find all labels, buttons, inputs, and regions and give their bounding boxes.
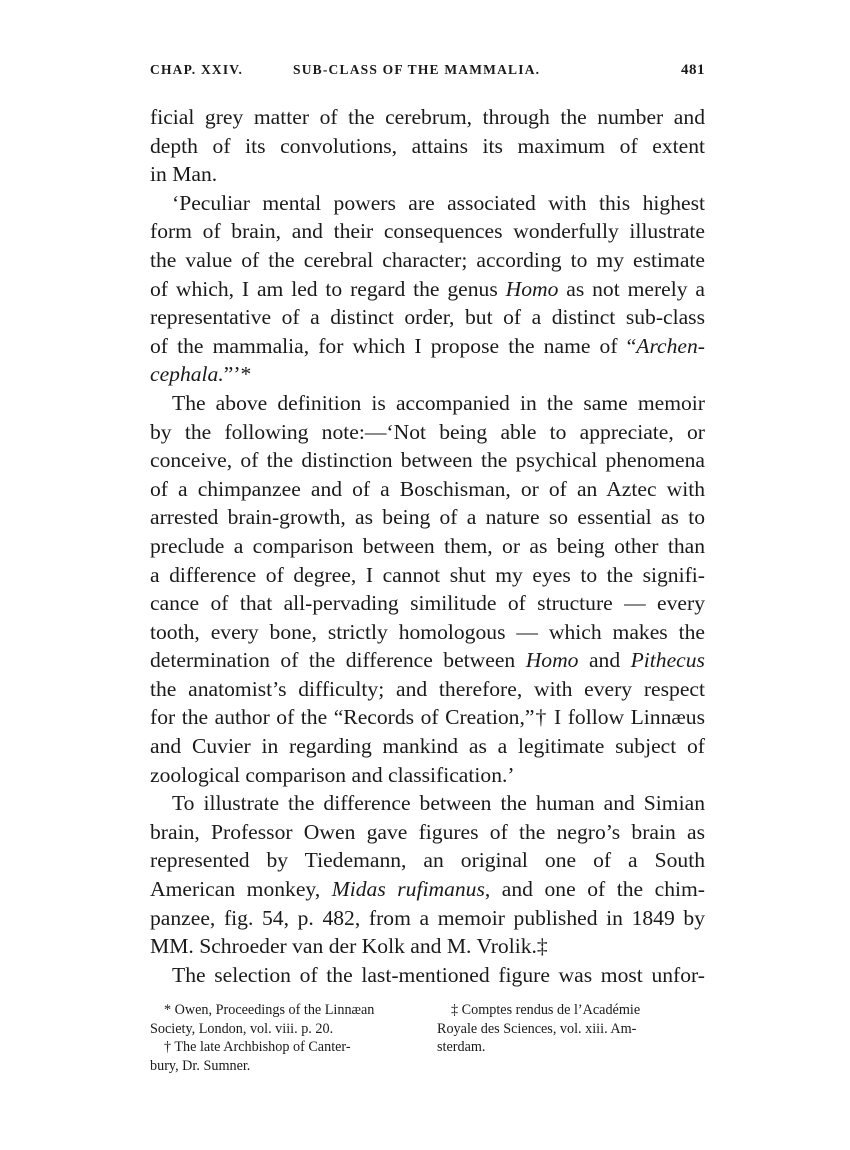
text-fragment: as not merely a bbox=[566, 276, 705, 301]
footnote-text: Royale des Sciences, vol. xiii. Am- bbox=[437, 1020, 637, 1037]
footnote-column-left bbox=[150, 1001, 422, 1075]
text-line: MM. Schroeder van der Kolk and M. Vrolik.‡ bbox=[150, 934, 548, 959]
text-line bbox=[150, 360, 705, 389]
text-line: cance of that all-pervading similitude of structure — every bbox=[150, 591, 705, 616]
text-fragment: determination of the difference between bbox=[150, 648, 516, 673]
text-line: representative of a distinct order, but of a distinct sub-class bbox=[150, 305, 705, 330]
text-fragment: ”’* bbox=[223, 362, 252, 387]
page-number: 481 bbox=[681, 62, 705, 78]
chapter-label: CHAP. XXIV. bbox=[150, 62, 244, 77]
body-text bbox=[150, 103, 705, 989]
italic-term: Pithecus bbox=[630, 648, 705, 673]
book-page bbox=[150, 62, 705, 1075]
italic-term: Midas rufimanus bbox=[331, 877, 485, 902]
footnote-text: bury, Dr. Sumner. bbox=[150, 1057, 251, 1074]
text-line: ficial grey matter of the cerebrum, through the number and bbox=[150, 105, 705, 129]
text-line: in Man. bbox=[150, 162, 218, 187]
text-line: for the author of the “Records of Creation,”† I follow Linnæus bbox=[150, 705, 705, 730]
footnote-text: † The late Archbishop of Canter- bbox=[164, 1039, 351, 1056]
footnote-text: sterdam. bbox=[437, 1039, 486, 1056]
text-fragment: and bbox=[588, 648, 621, 673]
text-line: The selection of the last-mentioned figure was most unfor- bbox=[172, 962, 705, 987]
footnote-3 bbox=[437, 1001, 705, 1057]
text-line: conceive, of the distinction between the psychical phenomena bbox=[150, 448, 705, 473]
footnote-text: Society, London, vol. viii. p. 20. bbox=[150, 1020, 334, 1037]
footnote-separator bbox=[150, 989, 705, 997]
text-line: form of brain, and their consequences wonderfully illustrate bbox=[150, 219, 705, 244]
text-line bbox=[150, 646, 705, 675]
footnote-1 bbox=[150, 1001, 422, 1038]
text-line: a difference of degree, I cannot shut my eyes to the signifi- bbox=[150, 562, 705, 587]
text-line: ‘Peculiar mental powers are associated with this highest bbox=[172, 190, 705, 215]
text-line: the anatomist’s difficulty; and therefore, with every respect bbox=[150, 676, 705, 701]
text-line: arrested brain-growth, as being of a nature so essential as to bbox=[150, 505, 705, 530]
text-line bbox=[150, 875, 705, 904]
footnote-2 bbox=[150, 1038, 422, 1075]
text-line: The above definition is accompanied in the same memoir bbox=[172, 390, 705, 415]
italic-term: Homo bbox=[505, 276, 559, 301]
text-line: panzee, fig. 54, p. 482, from a memoir published in 1849 by bbox=[150, 905, 705, 930]
text-line: represented by Tiedemann, an original one of a South bbox=[150, 848, 705, 873]
text-line: depth of its convolutions, attains its maximum of extent bbox=[150, 133, 705, 158]
text-line: of a chimpanzee and of a Boschisman, or of an Aztec with bbox=[150, 476, 705, 501]
text-fragment: of which, I am led to regard the genus bbox=[150, 276, 498, 301]
italic-term: cephala. bbox=[150, 362, 224, 387]
footnote-text: * Owen, Proceedings of the Linnæan bbox=[164, 1002, 375, 1019]
footnotes bbox=[150, 1001, 705, 1075]
text-fragment: of the mammalia, for which I propose the name of “ bbox=[150, 333, 637, 358]
text-line bbox=[150, 332, 705, 361]
text-line: tooth, every bone, strictly homologous — which makes the bbox=[150, 619, 705, 644]
text-line: the value of the cerebral character; according to my estimate bbox=[150, 247, 705, 272]
italic-term: Archen- bbox=[636, 333, 705, 358]
running-title: SUB-CLASS OF THE MAMMALIA. bbox=[293, 62, 541, 77]
text-line: brain, Professor Owen gave figures of the negro’s brain as bbox=[150, 819, 705, 844]
running-head bbox=[150, 62, 705, 88]
text-line: and Cuvier in regarding mankind as a legitimate subject of bbox=[150, 734, 705, 759]
text-line bbox=[150, 275, 705, 304]
footnote-text: ‡ Comptes rendus de l’Académie bbox=[451, 1002, 641, 1019]
text-fragment: , and one of the chim- bbox=[484, 877, 706, 902]
text-line: preclude a comparison between them, or as being other than bbox=[150, 533, 705, 558]
text-line: To illustrate the difference between the human and Simian bbox=[172, 791, 705, 816]
text-fragment: American monkey, bbox=[150, 877, 321, 902]
text-line: zoological comparison and classification.’ bbox=[150, 762, 515, 787]
text-line: by the following note:—‘Not being able to appreciate, or bbox=[150, 419, 705, 444]
footnote-column-right bbox=[437, 1001, 705, 1075]
italic-term: Homo bbox=[525, 648, 579, 673]
